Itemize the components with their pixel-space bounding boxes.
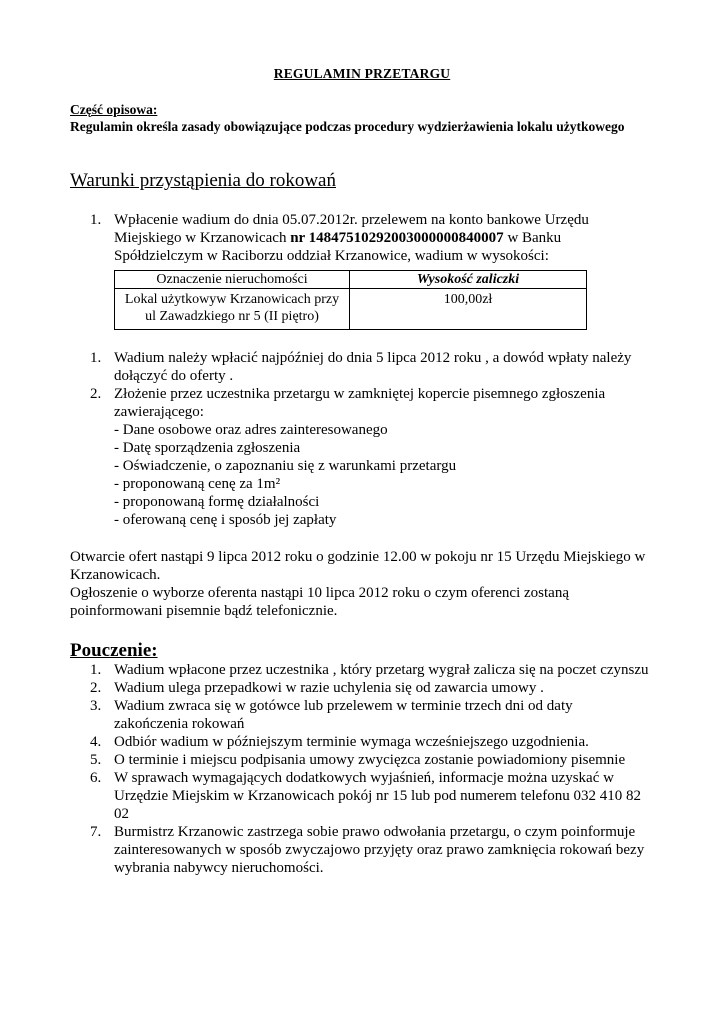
list-item (70, 385, 650, 421)
table-cell-property: Lokal użytkowyw Krzanowicach przy ul Zawadzkiego nr 5 (II piętro) (115, 289, 350, 330)
list-item-text: Wadium ulega przepadkowi w razie uchylenia się od zawarcia umowy . (114, 680, 544, 696)
announcement-text: Ogłoszenie o wyborze oferenta nastąpi 10 lipca 2012 roku o czym oferenci zostaną poinformowani pisemnie bądź telefonicznie. (70, 585, 569, 619)
list-item-text: Złożenie przez uczestnika przetargu w zamkniętej kopercie pisemnego zgłoszenia zawierającego: (114, 386, 606, 420)
section-heading-notice: Pouczenie: (70, 640, 158, 661)
sub-item: - Dane osobowe oraz adres zainteresowanego (114, 422, 388, 438)
table-cell-amount: 100,00zł (350, 289, 587, 330)
list-item-number: 4. (90, 734, 102, 750)
list-item-text: Odbiór wadium w późniejszym terminie wymaga wcześniejszego uzgodnienia. (114, 734, 589, 750)
list-item-text: W sprawach wymagających dodatkowych wyjaśnień, informacje można uzyskać w Urzędzie Miejskim w Krzanowicach pokój nr 15 lub pod numerem telefonu 032 410 82 02 (114, 770, 641, 822)
opening-text: Otwarcie ofert nastąpi 9 lipca 2012 roku o godzinie 12.00 w pokoju nr 15 Urzędu Miejskiego w Krzanowicach. (70, 549, 646, 583)
table-header-amount: Wysokość zaliczki (350, 271, 587, 289)
list-item (70, 733, 650, 751)
table-row (115, 289, 587, 330)
sub-item: - oferowaną cenę i sposób jej zapłaty (114, 512, 337, 528)
list-item-number: 7. (90, 824, 102, 840)
list-item-number: 1. (90, 212, 102, 228)
item-text-part2: w Banku Spółdzielczym w Raciborzu oddział Krzanowice, wadium w wysokości: (114, 230, 562, 264)
sub-item: - Datę sporządzenia zgłoszenia (114, 440, 301, 456)
list-item-number: 2. (90, 386, 102, 402)
list-item (70, 751, 650, 769)
list-item (70, 211, 650, 265)
list-item-number: 3. (90, 698, 102, 714)
list-item (70, 679, 650, 697)
list-item-text: O terminie i miejscu podpisania umowy zwycięzca zostanie powiadomiony pisemnie (114, 752, 626, 768)
item-text-part1: Wpłacenie wadium do dnia 05.07.2012r. przelewem na konto bankowe Urzędu Miejskiego w Krzanowicach (114, 212, 589, 246)
requirements-list (70, 349, 650, 529)
bank-account-number: nr 14847510292003000000840007 (290, 230, 504, 246)
opening-info (70, 548, 660, 620)
deposit-table (114, 270, 587, 330)
list-item (70, 697, 650, 733)
section-heading-conditions: Warunki przystąpienia do rokowań (70, 170, 336, 191)
list-item-text: Wadium należy wpłacić najpóźniej do dnia 5 lipca 2012 roku , a dowód wpłaty należy dołączyć do oferty . (114, 350, 632, 384)
notice-list (70, 661, 650, 877)
sub-item: - Oświadczenie, o zapoznaniu się z warunkami przetargu (114, 458, 457, 474)
list-item (70, 769, 650, 823)
table-header-property: Oznaczenie nieruchomości (115, 271, 350, 289)
list-item-number: 1. (90, 350, 102, 366)
list-item-number: 6. (90, 770, 102, 786)
description-text: Regulamin określa zasady obowiązujące podczas procedury wydzierżawienia lokalu użytkowego (70, 119, 625, 134)
document-title: REGULAMIN PRZETARGU (273, 66, 451, 81)
list-item (70, 661, 650, 679)
list-item (70, 349, 650, 385)
list-item-number: 5. (90, 752, 102, 768)
list-item-text: Wadium wpłacone przez uczestnika , który przetarg wygrał zalicza się na poczet czynszu (114, 662, 649, 678)
list-item (70, 823, 650, 877)
table-header-row (115, 271, 587, 289)
description-label: Część opisowa: (70, 102, 158, 117)
list-item-text: Wadium zwraca się w gotówce lub przelewem w terminie trzech dni od daty zakończenia rokowań (114, 698, 573, 732)
list-item-number: 2. (90, 680, 102, 696)
conditions-list (70, 211, 650, 265)
description-block (70, 101, 670, 135)
list-item-number: 1. (90, 662, 102, 678)
sub-item: - proponowaną formę działalności (114, 494, 320, 510)
sub-item: - proponowaną cenę za 1m² (114, 476, 281, 492)
list-item-text: Burmistrz Krzanowic zastrzega sobie prawo odwołania przetargu, o czym poinformuje zainteresowanych w sposób zwyczajowo przyjęty oraz prawo zamknięcia rokowań bezy wybrania nabywcy nieruchomości. (114, 824, 645, 876)
